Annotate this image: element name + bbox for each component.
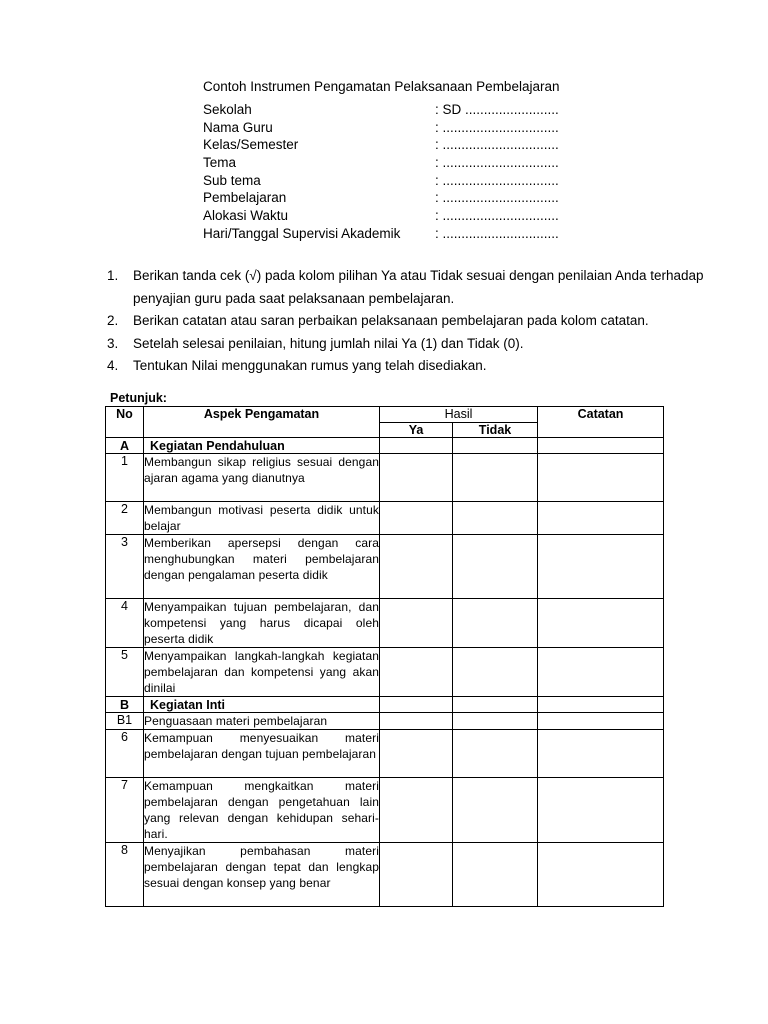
table-row bbox=[106, 843, 664, 907]
table-row bbox=[106, 648, 664, 697]
subsection-row bbox=[106, 713, 664, 730]
ya-cell[interactable] bbox=[380, 502, 453, 535]
tidak-cell[interactable] bbox=[453, 697, 538, 713]
row-no: 4 bbox=[106, 599, 144, 648]
row-no: B1 bbox=[106, 713, 144, 730]
section-title: Kegiatan Inti bbox=[144, 697, 380, 713]
ya-cell[interactable] bbox=[380, 843, 453, 907]
info-row-sub-tema bbox=[203, 172, 559, 190]
row-no: 8 bbox=[106, 843, 144, 907]
section-no: A bbox=[106, 438, 144, 454]
row-no: 3 bbox=[106, 535, 144, 599]
catatan-cell[interactable] bbox=[538, 454, 664, 502]
instruction-text: Berikan tanda cek (√) pada kolom pilihan Ya atau Tidak sesuai dengan penilaian Anda terhadap penyajian guru pada saat pelaksanaan pembelajaran. bbox=[133, 268, 704, 306]
ya-cell[interactable] bbox=[380, 599, 453, 648]
row-no: 6 bbox=[106, 730, 144, 778]
info-value: : ............................... bbox=[435, 137, 559, 153]
info-row-pembelajaran bbox=[203, 189, 559, 207]
row-aspek: Kemampuan mengkaitkan materi pembelajaran dengan pengetahuan lain yang relevan dengan kehidupan sehari-hari. bbox=[144, 779, 379, 841]
row-no: 1 bbox=[106, 454, 144, 502]
tidak-cell[interactable] bbox=[453, 438, 538, 454]
row-aspek: Menyampaikan tujuan pembelajaran, dan kompetensi yang harus dicapai oleh peserta didik bbox=[144, 600, 379, 646]
info-label: Kelas/Semester bbox=[203, 137, 299, 153]
table-row bbox=[106, 778, 664, 843]
section-row bbox=[106, 438, 664, 454]
header-aspek: Aspek Pengamatan bbox=[144, 407, 380, 438]
instruction-item bbox=[107, 310, 707, 333]
ya-cell[interactable] bbox=[380, 454, 453, 502]
info-label: Pembelajaran bbox=[203, 190, 287, 206]
info-row-tema bbox=[203, 154, 559, 172]
row-no: 7 bbox=[106, 778, 144, 843]
row-aspek: Menyajikan pembahasan materi pembelajaran dengan tepat dan lengkap sesuai dengan konsep yang benar bbox=[144, 843, 380, 907]
table-row bbox=[106, 502, 664, 535]
catatan-cell[interactable] bbox=[538, 502, 664, 535]
tidak-cell[interactable] bbox=[453, 599, 538, 648]
info-row-alokasi-waktu bbox=[203, 207, 559, 225]
catatan-cell[interactable] bbox=[538, 778, 664, 843]
info-block bbox=[203, 101, 559, 243]
tidak-cell[interactable] bbox=[453, 502, 538, 535]
row-aspek: Memberikan apersepsi dengan cara menghubungkan materi pembelajaran dengan pengalaman peserta didik bbox=[144, 535, 380, 599]
info-label: Sekolah bbox=[203, 102, 252, 117]
info-row-nama-guru bbox=[203, 119, 559, 137]
instruction-text: Setelah selesai penilaian, hitung jumlah nilai Ya (1) dan Tidak (0). bbox=[133, 335, 524, 351]
instruction-number: 1. bbox=[107, 268, 119, 283]
row-aspek: Penguasaan materi pembelajaran bbox=[144, 713, 380, 730]
row-aspek: Membangun sikap religius sesuai dengan ajaran agama yang dianutnya bbox=[144, 454, 380, 502]
row-aspek: Menyampaikan langkah-langkah kegiatan pembelajaran dan kompetensi yang akan dinilai bbox=[144, 649, 379, 695]
info-value: : ............................... bbox=[435, 155, 559, 171]
catatan-cell[interactable] bbox=[538, 697, 664, 713]
tidak-cell[interactable] bbox=[453, 730, 538, 778]
instruction-text: Tentukan Nilai menggunakan rumus yang telah disediakan. bbox=[133, 358, 487, 373]
catatan-cell[interactable] bbox=[538, 713, 664, 730]
table-row bbox=[106, 454, 664, 502]
header-ya: Ya bbox=[380, 423, 453, 438]
info-label: Alokasi Waktu bbox=[203, 208, 289, 224]
instruction-number: 3. bbox=[107, 335, 119, 351]
info-value: : ............................... bbox=[435, 119, 559, 135]
section-title: Kegiatan Pendahuluan bbox=[144, 438, 380, 454]
petunjuk-label: Petunjuk: bbox=[110, 391, 167, 405]
ya-cell[interactable] bbox=[380, 697, 453, 713]
ya-cell[interactable] bbox=[380, 648, 453, 697]
info-value: : ............................... bbox=[435, 225, 559, 241]
tidak-cell[interactable] bbox=[453, 454, 538, 502]
info-label: Tema bbox=[203, 155, 237, 171]
row-aspek: Membangun motivasi peserta didik untuk belajar bbox=[144, 503, 379, 533]
document-title: Contoh Instrumen Pengamatan Pelaksanaan Pembelajaran bbox=[203, 79, 560, 94]
instruction-item bbox=[107, 265, 707, 310]
tidak-cell[interactable] bbox=[453, 778, 538, 843]
instruction-number: 4. bbox=[107, 358, 119, 373]
info-row-sekolah bbox=[203, 101, 559, 119]
header-no: No bbox=[106, 407, 144, 438]
table-row bbox=[106, 535, 664, 599]
catatan-cell[interactable] bbox=[538, 843, 664, 907]
info-value: : ............................... bbox=[435, 208, 559, 224]
catatan-cell[interactable] bbox=[538, 730, 664, 778]
info-row-hari-tanggal bbox=[203, 225, 559, 243]
table-row bbox=[106, 599, 664, 648]
catatan-cell[interactable] bbox=[538, 648, 664, 697]
info-label: Sub tema bbox=[203, 172, 261, 188]
ya-cell[interactable] bbox=[380, 438, 453, 454]
instruction-text: Berikan catatan atau saran perbaikan pelaksanaan pembelajaran pada kolom catatan. bbox=[133, 313, 649, 328]
tidak-cell[interactable] bbox=[453, 713, 538, 730]
info-row-kelas-semester bbox=[203, 136, 559, 154]
catatan-cell[interactable] bbox=[538, 599, 664, 648]
row-no: 5 bbox=[106, 648, 144, 697]
section-row bbox=[106, 697, 664, 713]
tidak-cell[interactable] bbox=[453, 535, 538, 599]
ya-cell[interactable] bbox=[380, 535, 453, 599]
info-label: Hari/Tanggal Supervisi Akademik bbox=[203, 225, 401, 241]
header-catatan: Catatan bbox=[538, 407, 664, 438]
tidak-cell[interactable] bbox=[453, 843, 538, 907]
info-value: : ............................... bbox=[435, 190, 559, 206]
ya-cell[interactable] bbox=[380, 730, 453, 778]
instruction-item bbox=[107, 355, 707, 378]
ya-cell[interactable] bbox=[380, 713, 453, 730]
instruction-item bbox=[107, 333, 707, 356]
row-aspek: Kemampuan menyesuaikan materi pembelajaran dengan tujuan pembelajaran bbox=[144, 730, 380, 778]
header-hasil: Hasil bbox=[380, 407, 538, 423]
info-value: : ............................... bbox=[435, 172, 559, 188]
header-tidak: Tidak bbox=[453, 423, 538, 438]
row-no: 2 bbox=[106, 502, 144, 535]
observation-table bbox=[105, 406, 664, 907]
table-row bbox=[106, 730, 664, 778]
tidak-cell[interactable] bbox=[453, 648, 538, 697]
section-no: B bbox=[106, 697, 144, 713]
header-row bbox=[106, 407, 664, 423]
catatan-cell[interactable] bbox=[538, 438, 664, 454]
catatan-cell[interactable] bbox=[538, 535, 664, 599]
info-value: : SD ......................... bbox=[435, 102, 559, 117]
instruction-list bbox=[107, 265, 707, 378]
info-label: Nama Guru bbox=[203, 119, 273, 135]
ya-cell[interactable] bbox=[380, 778, 453, 843]
instruction-number: 2. bbox=[107, 313, 119, 328]
